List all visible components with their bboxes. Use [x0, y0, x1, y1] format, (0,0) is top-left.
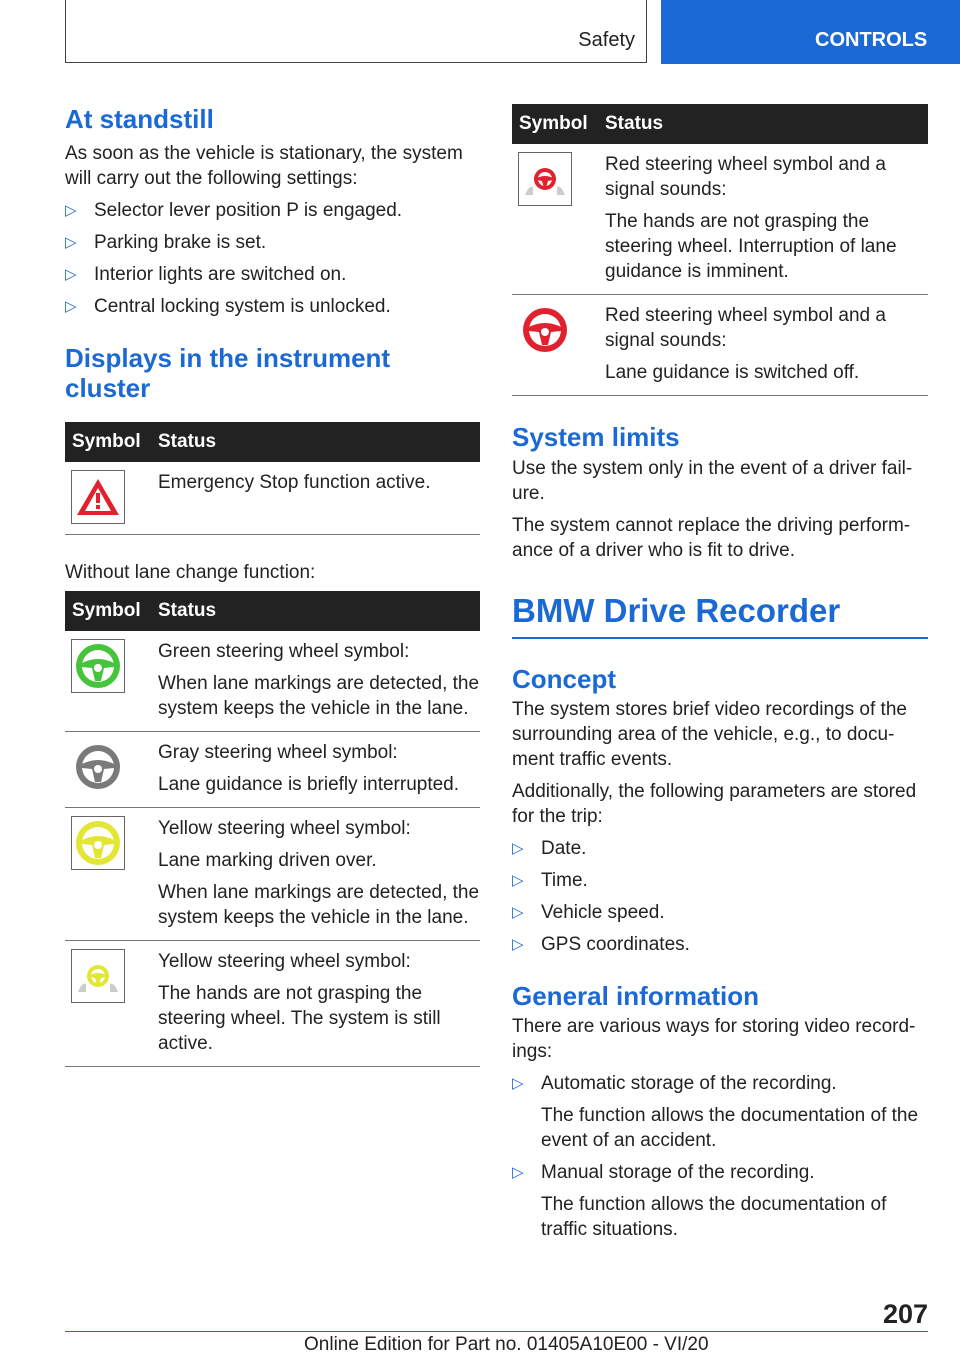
general-information-heading: General information [512, 981, 760, 1011]
column-header-symbol: Symbol [65, 591, 158, 631]
displays-heading: Displays in the instrument cluster [65, 343, 391, 403]
status-text: The hands are not grasping the steering wheel. The system is still active. [158, 983, 441, 1054]
bullet-triangle-icon: ▷ [65, 234, 77, 251]
header-chapter-label: CONTROLS [815, 29, 928, 51]
system-limits-paragraph-1: Use the system only in the event of a driver fail‐ure. [512, 458, 913, 504]
bullet-triangle-icon: ▷ [512, 872, 524, 889]
header-chapter-tab [661, 0, 960, 64]
red-warning-triangle-icon [71, 470, 125, 524]
red-steering-wheel-table [512, 104, 928, 396]
red-hands-off-steering-wheel-icon [518, 152, 572, 206]
list-item: ▷ Selector lever position P is engaged. [65, 200, 403, 221]
list-item: ▷ Date. [512, 838, 587, 859]
storage-ways-list [512, 1071, 928, 1242]
column-header-symbol: Symbol [512, 104, 605, 144]
table-row [512, 295, 928, 396]
page-number: 207 [882, 1299, 928, 1329]
status-text: Green steering wheel symbol: [158, 641, 410, 662]
system-limits-heading: System limits [512, 422, 680, 452]
list-item: ▷ Manual storage of the recording. [512, 1162, 815, 1183]
status-text: When lane markings are detected, the system keeps the vehicle in the lane. [158, 673, 480, 719]
status-text: The hands are not grasping the steering wheel. Interruption of lane guidance is imminent. [605, 211, 897, 282]
green-steering-wheel-icon [71, 639, 125, 693]
lane-guidance-table [65, 591, 480, 1067]
table-row [65, 941, 480, 1067]
standstill-heading: At standstill [65, 104, 214, 134]
table-row [65, 631, 480, 732]
list-item: ▷ Vehicle speed. [512, 902, 665, 923]
bullet-triangle-icon: ▷ [65, 202, 77, 219]
list-item: ▷ Central locking system is unlocked. [65, 296, 391, 317]
heading-rule [512, 637, 928, 639]
list-item-detail: The function allows the documentation of traffic situations. [541, 1194, 887, 1240]
bullet-triangle-icon: ▷ [512, 1075, 524, 1092]
yellow-hands-off-steering-wheel-icon [71, 949, 125, 1003]
yellow-steering-wheel-icon [71, 816, 125, 870]
column-header-symbol: Symbol [65, 422, 158, 462]
bullet-triangle-icon: ▷ [65, 298, 77, 315]
status-text: Yellow steering wheel symbol: [158, 951, 411, 972]
concept-paragraph-1: The system stores brief video recordings of the surrounding area of the vehicle, e.g., to docu‐ment traffic events. [512, 699, 907, 770]
drive-recorder-heading: BMW Drive Recorder [512, 592, 841, 629]
gray-steering-wheel-icon [71, 740, 125, 794]
status-text: Emergency Stop function active. [158, 472, 431, 493]
list-item: ▷ Time. [512, 870, 588, 891]
bullet-triangle-icon: ▷ [512, 904, 524, 921]
list-item: ▷ GPS coordinates. [512, 934, 690, 955]
header-section-title: Safety [578, 29, 635, 51]
status-text: Red steering wheel symbol and a signal sounds: [605, 305, 886, 351]
status-text: Red steering wheel symbol and a signal sounds: [605, 154, 886, 200]
concept-heading: Concept [512, 664, 616, 694]
status-text: Lane guidance is briefly interrupted. [158, 774, 460, 795]
without-lane-change-label: Without lane change function: [65, 562, 316, 583]
status-text: Gray steering wheel symbol: [158, 742, 398, 763]
red-steering-wheel-icon [518, 303, 572, 357]
left-column [65, 104, 480, 1067]
general-information-paragraph: There are various ways for storing video record‐ings: [512, 1016, 916, 1062]
standstill-list [65, 198, 480, 319]
bullet-triangle-icon: ▷ [512, 840, 524, 857]
table-row [65, 732, 480, 808]
column-header-status: Status [605, 104, 928, 144]
system-limits-paragraph-2: The system cannot replace the driving perform‐ance of a driver who is fit to drive. [512, 515, 911, 561]
bullet-triangle-icon: ▷ [512, 936, 524, 953]
list-item: ▷ Automatic storage of the recording. [512, 1073, 837, 1094]
bullet-triangle-icon: ▷ [512, 1164, 524, 1181]
table-row [65, 462, 480, 535]
header-section-box [65, 0, 647, 63]
list-item-detail: The function allows the documentation of the event of an accident. [541, 1105, 919, 1151]
table-row [65, 808, 480, 941]
column-header-status: Status [158, 591, 480, 631]
list-item: ▷ Parking brake is set. [65, 232, 267, 253]
footer-rule [65, 1331, 928, 1332]
status-text: When lane markings are detected, the system keeps the vehicle in the lane. [158, 882, 480, 928]
standstill-intro: As soon as the vehicle is stationary, the system will carry out the following settings: [65, 143, 463, 189]
list-item: ▷ Interior lights are switched on. [65, 264, 347, 285]
column-header-status: Status [158, 422, 480, 462]
status-text: Yellow steering wheel symbol: [158, 818, 411, 839]
footer-edition-text: Online Edition for Part no. 01405A10E00 - VI/20 [304, 1334, 709, 1355]
right-column [512, 104, 928, 1242]
bullet-triangle-icon: ▷ [65, 266, 77, 283]
emergency-stop-table [65, 422, 480, 535]
status-text: Lane guidance is switched off. [605, 362, 860, 383]
table-row [512, 144, 928, 295]
status-text: Lane marking driven over. [158, 850, 377, 871]
concept-paragraph-2: Additionally, the following parameters are stored for the trip: [512, 781, 917, 827]
trip-parameters-list [512, 836, 928, 957]
